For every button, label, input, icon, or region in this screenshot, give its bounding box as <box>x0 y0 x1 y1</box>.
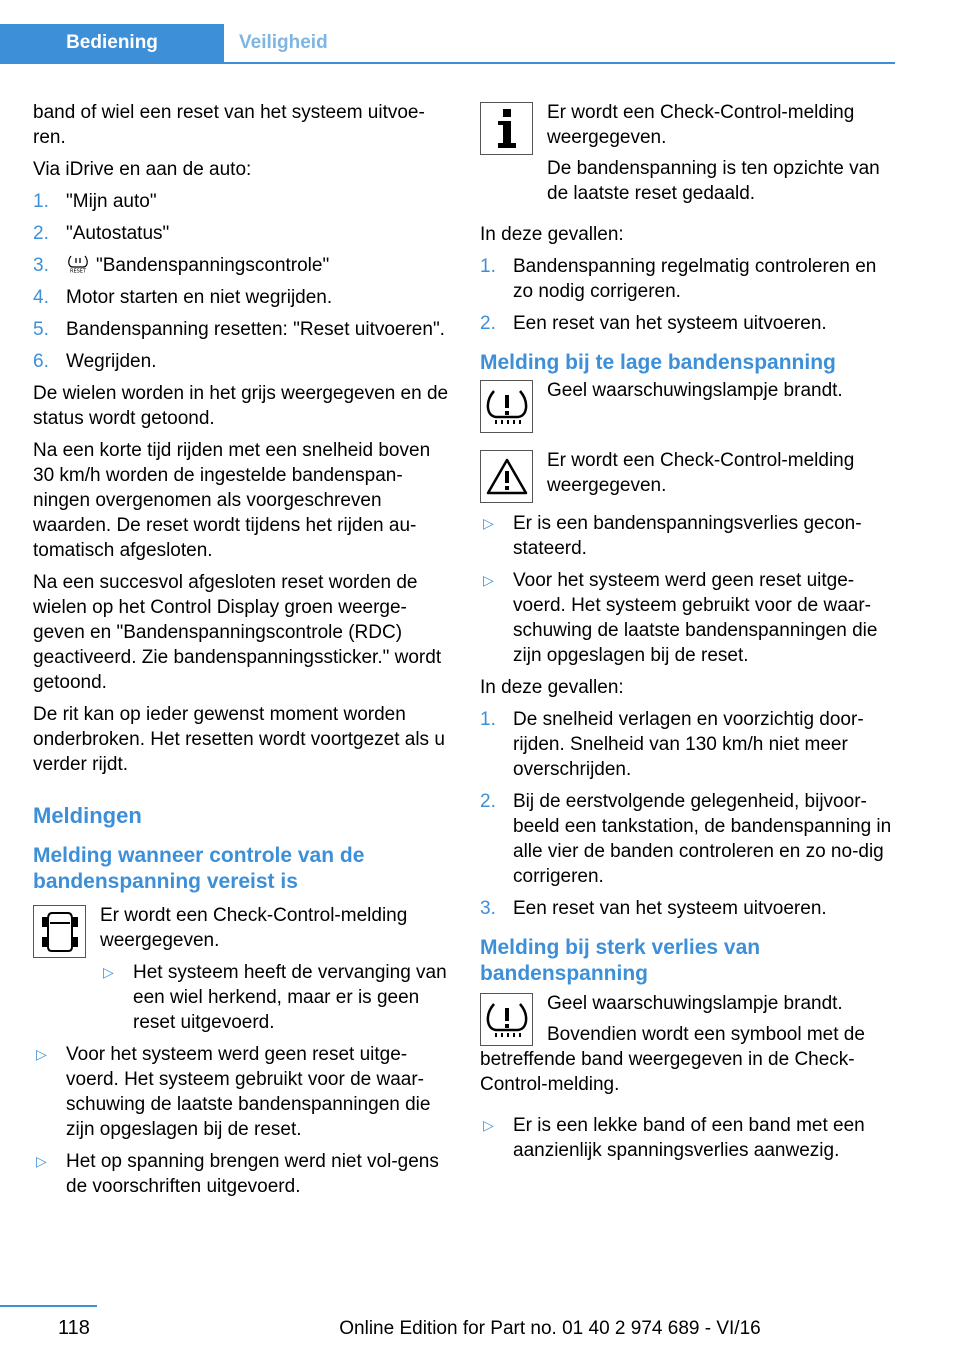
tire-pressure-warning-icon <box>480 993 533 1046</box>
warning-lamp-text: Geel waarschuwingslampje brandt. <box>547 993 843 1014</box>
list-item: ▷ Er is een bandenspanningsverlies gecon-stateerd. <box>483 513 862 559</box>
reset-steps-list <box>33 189 449 374</box>
list-item: ▷ Voor het systeem werd geen reset uitge-voerd. Het systeem gebruikt voor de waar-schuwing de laatste bandenspanningen die zijn opgeslagen bij de reset. <box>483 570 878 666</box>
right-column <box>480 100 896 1170</box>
heading-controle-vereist: Melding wanneer controle van de bandenspanning vereist is <box>33 844 365 893</box>
bullet-list <box>100 960 449 1035</box>
paragraph: De wielen worden in het grijs weergegeven en de status wordt getoond. <box>33 383 449 429</box>
page-number: 118 <box>58 1317 90 1339</box>
triangle-bullet-icon: ▷ <box>483 1117 494 1133</box>
info-block <box>480 100 896 156</box>
low-lamp-block <box>480 378 896 434</box>
list-item: 3. RESET "Bandenspanningscontrole" <box>33 255 330 276</box>
tire-pressure-warning-icon <box>480 380 533 433</box>
list-item: ▷ Het systeem heeft de vervanging van een wiel herkend, maar er is geen reset uitgevoerd. <box>103 962 447 1033</box>
heading-low-pressure: Melding bij te lage bandenspanning <box>480 351 836 374</box>
triangle-bullet-icon: ▷ <box>483 572 494 588</box>
bullet-list <box>480 511 896 668</box>
pressure-dropped-text: De bandenspanning is ten opzichte van de laatste reset gedaald. <box>547 158 880 204</box>
list-item: 3. Een reset van het systeem uitvoeren. <box>480 898 827 919</box>
triangle-bullet-icon: ▷ <box>483 515 494 531</box>
tab-veiligheid[interactable]: Veiligheid <box>239 32 328 53</box>
in-deze-gevallen: In deze gevallen: <box>480 677 624 698</box>
paragraph: De rit kan op ieder gewenst moment worden onderbroken. Het resetten wordt voortgezet als u verder rijdt. <box>33 704 445 775</box>
triangle-bullet-icon: ▷ <box>36 1046 47 1062</box>
tab-bediening[interactable]: Bediening <box>0 24 224 62</box>
warning-triangle-icon <box>480 450 533 503</box>
bullet-list <box>33 1042 449 1199</box>
check-control-text: Er wordt een Check-Control-melding weergegeven. <box>547 102 855 148</box>
list-item: 1. "Mijn auto" <box>33 191 157 212</box>
symbol-text: Bovendien wordt een symbool met de betreffende band weergegeven in de Check-Control-melding. <box>480 1024 865 1095</box>
left-column <box>33 100 449 1206</box>
info-icon <box>480 102 533 155</box>
list-item: ▷ Het op spanning brengen werd niet vol-gens de voorschriften uitgevoerd. <box>36 1151 439 1197</box>
low-cc-block <box>480 448 896 504</box>
heading-severe-loss: Melding bij sterk verlies van bandenspanning <box>480 936 761 985</box>
check-control-text: Er wordt een Check-Control-melding weergegeven. <box>547 450 855 496</box>
actions-list <box>480 254 896 336</box>
list-item: 4. Motor starten en niet wegrijden. <box>33 287 333 308</box>
svg-text:RESET: RESET <box>69 268 87 273</box>
paragraph: Na een succesvol afgesloten reset worden de wielen op het Control Display groen weerge-geven en "Bandenspanningscontrole (RDC) geactiveerd. Zie bandenspanningssticker." wordt getoond. <box>33 572 442 693</box>
list-item: 5. Bandenspanning resetten: "Reset uitvoeren". <box>33 319 445 340</box>
check-control-text: Er wordt een Check-Control-melding weergegeven. <box>100 905 408 951</box>
edition-footer: Online Edition for Part no. 01 40 2 974 689 - VI/16 <box>339 1318 761 1339</box>
actions-list <box>480 707 896 921</box>
list-item: ▷ Er is een lekke band of een band met een aanzienlijk spanningsverlies aanwezig. <box>483 1115 865 1161</box>
paragraph: Na een korte tijd rijden met een snelheid boven 30 km/h worden de ingestelde bandenspan-ningen overgenomen als voorgeschreven waarden. De reset wordt tijdens het rijden au-tomatisch afgesloten. <box>33 440 431 561</box>
list-item: ▷ Voor het systeem werd geen reset uitge-voerd. Het systeem gebruikt voor de waar-schuwing de laatste bandenspanningen die zijn opgeslagen bij de reset. <box>36 1044 431 1140</box>
check-control-block <box>33 903 449 1035</box>
list-item: 2. "Autostatus" <box>33 223 170 244</box>
triangle-bullet-icon: ▷ <box>103 964 114 980</box>
severe-lamp-block <box>480 991 896 1047</box>
via-idrive-text: Via iDrive en aan de auto: <box>33 159 252 180</box>
in-deze-gevallen: In deze gevallen: <box>480 224 624 245</box>
header-tabbar <box>0 24 895 64</box>
list-item: 6. Wegrijden. <box>33 351 157 372</box>
heading-meldingen: Meldingen <box>33 803 142 828</box>
tire-reset-icon <box>66 255 90 273</box>
list-item: 2. Bij de eerstvolgende gelegenheid, bijvoor-beeld een tankstation, de bandenspanning in alle vier de banden controleren en zo no-dig corrigeren. <box>480 791 892 887</box>
list-item: 2. Een reset van het systeem uitvoeren. <box>480 313 827 334</box>
triangle-bullet-icon: ▷ <box>36 1153 47 1169</box>
car-tyres-icon <box>33 905 86 958</box>
intro-text: band of wiel een reset van het systeem uitvoe-ren. <box>33 102 425 148</box>
bullet-list <box>480 1113 896 1163</box>
warning-lamp-text: Geel waarschuwingslampje brandt. <box>547 380 843 401</box>
page-number-rule <box>0 1305 97 1307</box>
list-item: 1. De snelheid verlagen en voorzichtig door-rijden. Snelheid van 130 km/h niet meer overschrijden. <box>480 709 864 780</box>
list-item: 1. Bandenspanning regelmatig controleren en zo nodig corrigeren. <box>480 256 877 302</box>
